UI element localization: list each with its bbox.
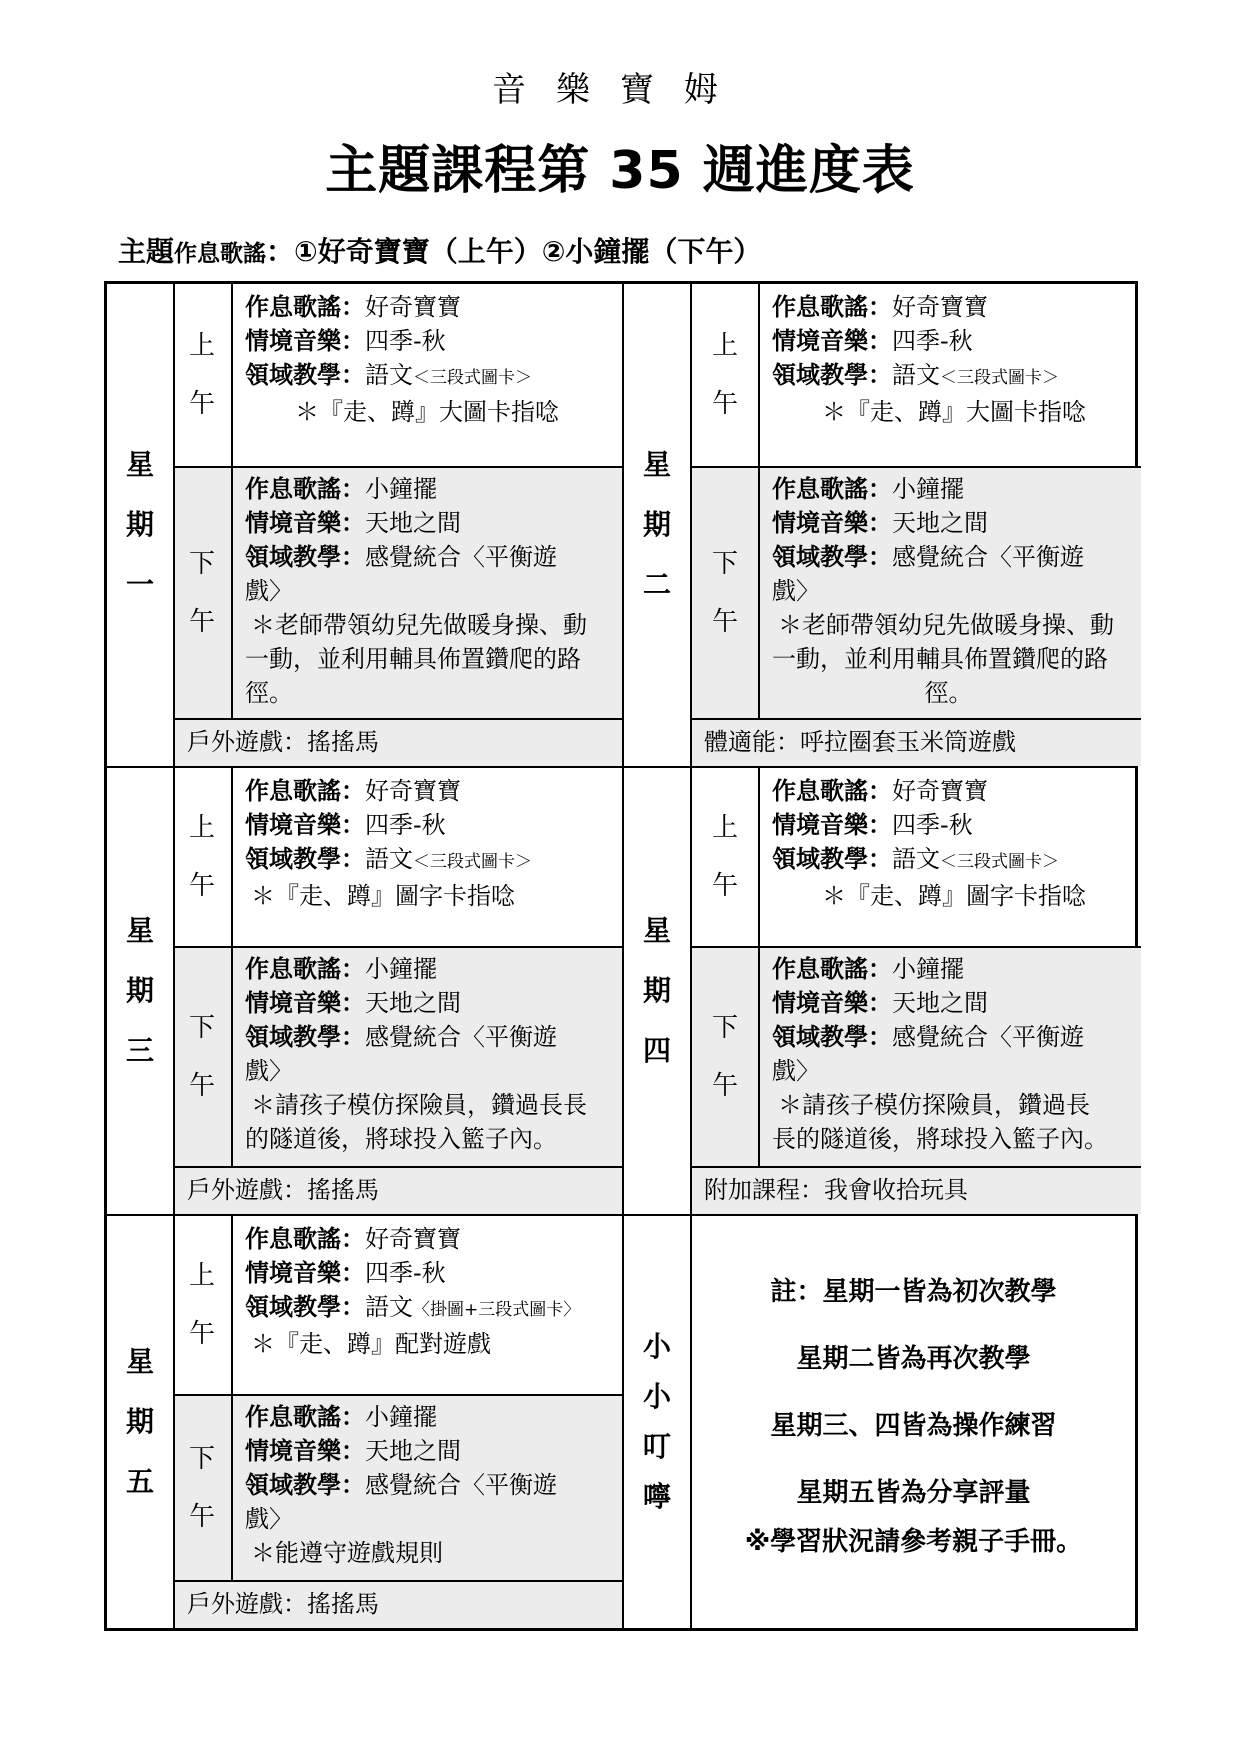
- wed-am-period: 上午: [188, 813, 215, 901]
- mon-am-content: 作息歌謠：好奇寶寶 情境音樂：四季-秋 領域教學：語文＜三段式圖卡＞ ＊『走、蹲』大圖卡指唸: [245, 293, 559, 426]
- day-label-fri: 星期五: [125, 1345, 154, 1498]
- wed-am-content: 作息歌謠：好奇寶寶 情境音樂：四季-秋 領域教學：語文＜三段式圖卡＞ ＊『走、蹲』圖字卡指唸: [245, 777, 532, 910]
- wed-pm-content: 作息歌謠：小鐘擺 情境音樂：天地之間 領域教學：感覺統合〈平衡遊 戲〉 ＊請孩子模仿探險員，鑽過長長 的隧道後，將球投入籃子內。: [245, 955, 587, 1153]
- day-label-mon: 星期一: [125, 448, 154, 601]
- fri-pm-period: 下午: [188, 1444, 215, 1532]
- mon-footer-text: 戶外遊戲：搖搖馬: [187, 728, 379, 756]
- thu-am-content: 作息歌謠：好奇寶寶 情境音樂：四季-秋 領域教學：語文＜三段式圖卡＞ ＊『走、蹲』圖字卡指唸: [772, 777, 1086, 910]
- reminder-line-1: 註：星期一皆為初次教學: [770, 1277, 1057, 1307]
- subtitle-lead: 主題: [118, 235, 175, 268]
- thu-pm-content: 作息歌謠：小鐘擺 情境音樂：天地之間 領域教學：感覺統合〈平衡遊 戲〉 ＊請孩子模仿探險員，鑽過長 長的隧道後，將球投入籃子內。: [772, 955, 1108, 1153]
- fri-am-period: 上午: [188, 1261, 215, 1349]
- thu-pm-period: 下午: [711, 1013, 738, 1101]
- mon-pm-content: 作息歌謠：小鐘擺 情境音樂：天地之間 領域教學：感覺統合〈平衡遊 戲〉 ＊老師帶領幼兒先做暖身操、動 一動，並利用輔具佈置鑽爬的路 徑。: [245, 475, 587, 707]
- brand-heading: 音樂寶姆: [492, 70, 748, 110]
- day-label-thu: 星期四: [642, 914, 671, 1067]
- tue-pm-period: 下午: [711, 549, 738, 637]
- weekly-schedule-table: [104, 281, 1138, 1631]
- mon-am-period: 上午: [188, 331, 215, 419]
- reminder-line-3: 星期三、四皆為操作練習: [770, 1411, 1057, 1441]
- day-label-wed: 星期三: [125, 914, 154, 1067]
- tue-pm-content: 作息歌謠：小鐘擺 情境音樂：天地之間 領域教學：感覺統合〈平衡遊 戲〉 ＊老師帶領幼兒先做暖身操、動 一動，並利用輔具佈置鑽爬的路 徑。: [772, 475, 1114, 707]
- wed-footer-text: 戶外遊戲：搖搖馬: [187, 1176, 379, 1204]
- thu-am-period: 上午: [711, 813, 738, 901]
- reminder-notes: [692, 1216, 1135, 1628]
- wed-pm-period: 下午: [188, 1013, 215, 1101]
- page-title: 主題課程第 35 週進度表: [325, 141, 915, 201]
- subtitle-small: 作息歌謠: [174, 241, 267, 267]
- tue-am-period: 上午: [711, 331, 738, 419]
- reminder-line-2: 星期二皆為再次教學: [796, 1344, 1031, 1374]
- reminder-line-4: 星期五皆為分享評量: [796, 1478, 1031, 1508]
- fri-footer-text: 戶外遊戲：搖搖馬: [187, 1590, 379, 1618]
- subtitle-songs: ：①好奇寶寶（上午）②小鐘擺（下午）: [266, 235, 762, 268]
- mon-pm-period: 下午: [188, 549, 215, 637]
- tue-am-content: 作息歌謠：好奇寶寶 情境音樂：四季-秋 領域教學：語文＜三段式圖卡＞ ＊『走、蹲』大圖卡指唸: [772, 293, 1086, 426]
- day-label-tue: 星期二: [642, 448, 671, 601]
- reminder-label: 小小叮嚀: [642, 1330, 671, 1513]
- thu-footer-text: 附加課程：我會收拾玩具: [704, 1176, 968, 1204]
- theme-subtitle: [118, 230, 761, 270]
- fri-pm-content: 作息歌謠：小鐘擺 情境音樂：天地之間 領域教學：感覺統合〈平衡遊 戲〉 ＊能遵守遊戲規則: [245, 1403, 557, 1567]
- tue-footer-text: 體適能：呼拉圈套玉米筒遊戲: [704, 728, 1016, 756]
- fri-am-content: 作息歌謠：好奇寶寶 情境音樂：四季-秋 領域教學：語文〈掛圖+三段式圖卡〉 ＊『走、蹲』配對遊戲: [245, 1225, 581, 1358]
- reminder-line-5: ※學習狀況請參考親子手冊。: [744, 1527, 1083, 1557]
